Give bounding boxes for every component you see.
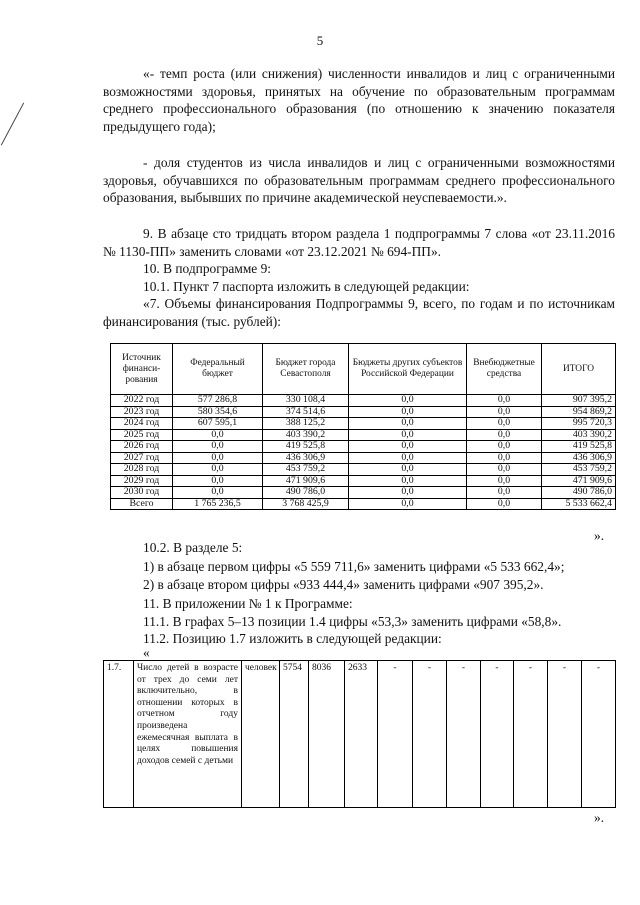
financing-table bbox=[110, 343, 616, 510]
table-row bbox=[111, 441, 616, 453]
position-table bbox=[103, 660, 616, 808]
cell-federal: 0,0 bbox=[173, 475, 263, 487]
cell-other: 0,0 bbox=[349, 441, 467, 453]
table-row-total bbox=[111, 498, 616, 510]
cell-offbudget: 0,0 bbox=[467, 498, 542, 510]
cell-offbudget: 0,0 bbox=[467, 418, 542, 430]
table-row bbox=[111, 429, 616, 441]
cell-year: 2025 год bbox=[111, 429, 173, 441]
table-row bbox=[111, 487, 616, 499]
page-number: 5 bbox=[316, 33, 324, 48]
table-row bbox=[111, 406, 616, 418]
paragraph-item-11: 11. В приложении № 1 к Программе: bbox=[143, 596, 353, 611]
position-unit: человек bbox=[242, 661, 280, 808]
cell-offbudget: 0,0 bbox=[467, 475, 542, 487]
header-offbudget: Внебюджетные средства bbox=[467, 344, 542, 395]
cell-other: 0,0 bbox=[349, 395, 467, 407]
table-row bbox=[111, 395, 616, 407]
cell-federal: 0,0 bbox=[173, 429, 263, 441]
cell-federal: 1 765 236,5 bbox=[173, 498, 263, 510]
position-value: 5754 bbox=[280, 661, 309, 808]
cell-other: 0,0 bbox=[349, 406, 467, 418]
closing-quote: ». bbox=[594, 810, 605, 825]
header-federal: Федеральный бюджет bbox=[173, 344, 263, 395]
cell-federal: 577 286,8 bbox=[173, 395, 263, 407]
position-value: - bbox=[378, 661, 413, 808]
cell-other: 0,0 bbox=[349, 452, 467, 464]
cell-offbudget: 0,0 bbox=[467, 395, 542, 407]
position-value: - bbox=[481, 661, 514, 808]
cell-city: 453 759,2 bbox=[263, 464, 349, 476]
opening-quote: « bbox=[143, 645, 150, 660]
cell-city: 388 125,2 bbox=[263, 418, 349, 430]
cell-city: 490 786,0 bbox=[263, 487, 349, 499]
cell-year: 2026 год bbox=[111, 441, 173, 453]
position-value: - bbox=[582, 661, 616, 808]
cell-other: 0,0 bbox=[349, 464, 467, 476]
table-row bbox=[111, 452, 616, 464]
position-value: 2633 bbox=[345, 661, 378, 808]
cell-total: 419 525,8 bbox=[542, 441, 616, 453]
paragraph-item-11-1: 11.1. В графах 5–13 позиции 1.4 цифры «53,3» заменить цифрами «58,8». bbox=[143, 614, 562, 629]
paragraph-indicator-share: - доля студентов из числа инвалидов и лиц с ограниченными возможностями здоровья, обучавшихся по образовательным программам среднего профессионального образования, выбывших по причине академической неуспеваемости.». bbox=[103, 155, 615, 206]
paragraph-item-10-1: 10.1. Пункт 7 паспорта изложить в следующей редакции: bbox=[143, 279, 470, 294]
cell-city: 436 306,9 bbox=[263, 452, 349, 464]
header-other-regions: Бюджеты других субъектов Российской Федерации bbox=[349, 344, 467, 395]
header-total: ИТОГО bbox=[542, 344, 616, 395]
cell-city: 471 909,6 bbox=[263, 475, 349, 487]
cell-year: 2027 год bbox=[111, 452, 173, 464]
cell-other: 0,0 bbox=[349, 429, 467, 441]
paragraph-indicator-growth: «- темп роста (или снижения) численности инвалидов и лиц с ограниченными возможностями здоровья, принятых на обучение по образовательным программам среднего профессионального образования (по отношению к значению показателя предыдущего года); bbox=[103, 66, 615, 135]
financing-table-header bbox=[111, 344, 616, 395]
position-description: Число детей в возрасте от трех до семи лет включительно, в отношении которых в отчетном году произведена ежемесячная выплата в целях повышения доходов семей с детьми bbox=[134, 661, 242, 808]
position-value: 8036 bbox=[309, 661, 345, 808]
paragraph-item-11-2: 11.2. Позицию 1.7 изложить в следующей редакции: bbox=[143, 631, 442, 646]
cell-total: 907 395,2 bbox=[542, 395, 616, 407]
cell-year: 2030 год bbox=[111, 487, 173, 499]
cell-offbudget: 0,0 bbox=[467, 429, 542, 441]
position-value: - bbox=[548, 661, 582, 808]
paragraph-item-9: 9. В абзаце сто тридцать втором раздела 1 подпрограммы 7 слова «от 23.11.2016 № 1130-ПП» заменить словами «от 23.12.2021 № 694-ПП». bbox=[103, 226, 615, 259]
table-row bbox=[111, 475, 616, 487]
table-row bbox=[111, 418, 616, 430]
cell-city: 403 390,2 bbox=[263, 429, 349, 441]
cell-year: Всего bbox=[111, 498, 173, 510]
cell-offbudget: 0,0 bbox=[467, 464, 542, 476]
cell-federal: 0,0 bbox=[173, 452, 263, 464]
cell-offbudget: 0,0 bbox=[467, 406, 542, 418]
paragraph-item-10-2-1: 1) в абзаце первом цифры «5 559 711,6» заменить цифрами «5 533 662,4»; bbox=[143, 559, 565, 574]
cell-federal: 607 595,1 bbox=[173, 418, 263, 430]
cell-year: 2023 год bbox=[111, 406, 173, 418]
cell-year: 2029 год bbox=[111, 475, 173, 487]
position-value: - bbox=[514, 661, 548, 808]
header-source: Источник финанси-рования bbox=[111, 344, 173, 395]
cell-total: 403 390,2 bbox=[542, 429, 616, 441]
cell-other: 0,0 bbox=[349, 475, 467, 487]
cell-city: 330 108,4 bbox=[263, 395, 349, 407]
cell-total: 995 720,3 bbox=[542, 418, 616, 430]
cell-federal: 580 354,6 bbox=[173, 406, 263, 418]
cell-city: 3 768 425,9 bbox=[263, 498, 349, 510]
cell-other: 0,0 bbox=[349, 498, 467, 510]
paragraph-financing-heading: «7. Объемы финансирования Подпрограммы 9, всего, по годам и по источникам финансирования (тыс. рублей): bbox=[103, 296, 615, 329]
margin-mark bbox=[1, 103, 24, 146]
cell-total: 436 306,9 bbox=[542, 452, 616, 464]
cell-total: 5 533 662,4 bbox=[542, 498, 616, 510]
closing-quote: ». bbox=[594, 528, 605, 543]
cell-year: 2024 год bbox=[111, 418, 173, 430]
cell-federal: 0,0 bbox=[173, 441, 263, 453]
position-value: - bbox=[447, 661, 481, 808]
paragraph-item-10-2: 10.2. В разделе 5: bbox=[143, 540, 243, 555]
paragraph-item-10-2-2: 2) в абзаце втором цифры «933 444,4» заменить цифрами «907 395,2». bbox=[143, 577, 544, 592]
cell-offbudget: 0,0 bbox=[467, 441, 542, 453]
header-city: Бюджет города Севастополя bbox=[263, 344, 349, 395]
cell-total: 490 786,0 bbox=[542, 487, 616, 499]
table-row bbox=[111, 464, 616, 476]
cell-total: 471 909,6 bbox=[542, 475, 616, 487]
cell-total: 954 869,2 bbox=[542, 406, 616, 418]
cell-city: 419 525,8 bbox=[263, 441, 349, 453]
cell-offbudget: 0,0 bbox=[467, 487, 542, 499]
position-number: 1.7. bbox=[104, 661, 134, 808]
cell-offbudget: 0,0 bbox=[467, 452, 542, 464]
cell-year: 2022 год bbox=[111, 395, 173, 407]
cell-other: 0,0 bbox=[349, 487, 467, 499]
cell-year: 2028 год bbox=[111, 464, 173, 476]
cell-total: 453 759,2 bbox=[542, 464, 616, 476]
cell-other: 0,0 bbox=[349, 418, 467, 430]
cell-city: 374 514,6 bbox=[263, 406, 349, 418]
cell-federal: 0,0 bbox=[173, 487, 263, 499]
paragraph-item-10: 10. В подпрограмме 9: bbox=[143, 261, 271, 276]
position-value: - bbox=[413, 661, 447, 808]
cell-federal: 0,0 bbox=[173, 464, 263, 476]
table-row bbox=[104, 661, 616, 808]
